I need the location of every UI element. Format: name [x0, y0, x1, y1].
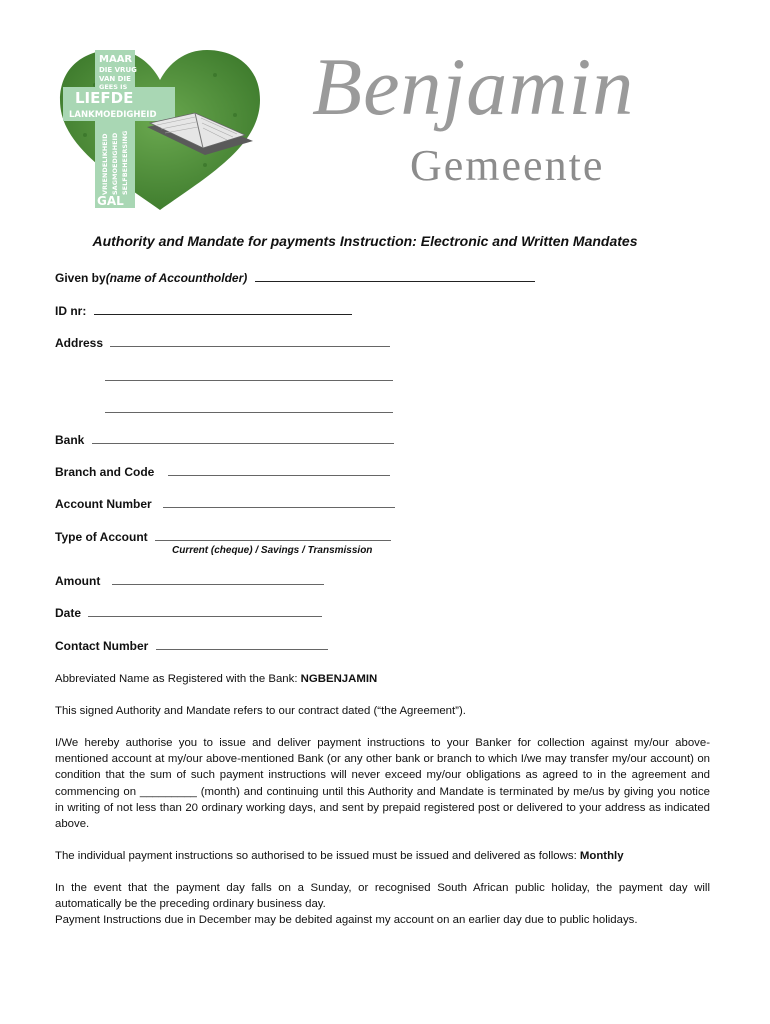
branch-row	[55, 465, 390, 479]
address-line-2-field[interactable]	[105, 370, 393, 381]
bank-field[interactable]	[92, 433, 394, 444]
logo-word-3: VAN DIE	[99, 75, 131, 83]
agreement-reference: This signed Authority and Mandate refers to our contract dated (“the Agreement”).	[55, 705, 466, 717]
contact-row	[55, 639, 328, 653]
document-title: Authority and Mandate for payments Instruction: Electronic and Written Mandates	[92, 233, 638, 249]
abbreviated-name-value: NGBENJAMIN	[300, 673, 378, 685]
holiday-paragraph	[55, 880, 710, 929]
authorisation-paragraph	[55, 735, 710, 832]
frequency-text: The individual payment instructions so authorised to be issued must be issued and delivered as follows:	[55, 850, 580, 862]
date-field[interactable]	[88, 606, 322, 617]
id-row	[55, 304, 352, 318]
given-by-label: Given by	[55, 271, 106, 285]
frequency-value: Monthly	[579, 850, 624, 862]
brand-name: Benjamin	[312, 41, 635, 132]
given-by-hint: (name of Accountholder)	[105, 271, 248, 285]
logo-word-2: DIE VRUG	[99, 66, 137, 74]
date-label: Date	[55, 606, 82, 620]
id-label: ID nr:	[55, 304, 87, 318]
bank-label: Bank	[55, 433, 85, 447]
frequency-line	[55, 848, 710, 864]
account-type-options: Current (cheque) / Savings / Transmission	[172, 545, 373, 556]
logo-word-1: MAAR	[99, 54, 133, 65]
given-by-field[interactable]	[255, 271, 535, 282]
address-row	[55, 336, 390, 350]
type-label: Type of Account	[55, 530, 148, 544]
account-number-label: Account Number	[55, 497, 152, 511]
address-line-3-row	[105, 402, 393, 416]
heart-cross-bible-icon	[55, 45, 265, 215]
amount-field[interactable]	[112, 574, 324, 585]
logo-word-8: VRIENDELIKHEID	[101, 133, 109, 195]
address-line-2-row	[105, 370, 393, 384]
date-row	[55, 606, 322, 620]
id-field[interactable]	[94, 304, 352, 315]
authorisation-text-2: (month) and continuing until this Authority and Mandate is terminated by me/us by giving you notice in writing of not less than 20 ordinary working days, and sent by prepaid registered post or delivered to your address as indicated above.	[55, 785, 710, 831]
address-line-3-field[interactable]	[105, 402, 393, 413]
branch-field[interactable]	[168, 465, 390, 476]
amount-label: Amount	[55, 574, 101, 588]
church-logo	[55, 45, 265, 215]
logo-word-10: SELFBEHEERSING	[121, 130, 129, 195]
branch-label: Branch and Code	[55, 465, 155, 479]
brand-subtitle: Gemeente	[410, 141, 605, 190]
logo-word-4: GEES IS	[99, 83, 128, 91]
type-field[interactable]	[155, 530, 391, 541]
bank-row	[55, 433, 394, 447]
holiday-text-2: Payment Instructions due in December may be debited against my account on an earlier day due to public holidays.	[55, 914, 638, 927]
contact-field[interactable]	[156, 639, 328, 650]
address-label: Address	[55, 336, 104, 350]
holiday-text-1: In the event that the payment day falls on a Sunday, or recognised South African public holiday, the payment day will automatically be the preceding ordinary business day.	[55, 882, 710, 911]
address-line-1-field[interactable]	[110, 336, 390, 347]
account-number-row	[55, 497, 395, 511]
logo-word-6: LANKMOEDIGHEID	[69, 110, 157, 120]
given-by-row	[55, 271, 535, 285]
contact-label: Contact Number	[55, 639, 149, 653]
abbreviated-name-text: Abbreviated Name as Registered with the Bank:	[55, 673, 301, 685]
logo-word-7: GAL	[97, 194, 124, 208]
logo-word-9: SAGMOEDIGHEID	[111, 132, 119, 195]
logo-word-5: LIEFDE	[75, 89, 134, 107]
abbreviated-name-line	[55, 671, 710, 687]
type-row	[55, 530, 391, 544]
account-number-field[interactable]	[163, 497, 395, 508]
commencing-month-blank[interactable]: _________	[139, 785, 197, 798]
authorisation-text-1: I/We hereby authorise you to issue and deliver payment instructions to your Banker for collection against my/our above-mentioned account at my/our above-mentioned Bank (or any other bank or branch to which I/we may transfer my/our account) on condition that the sum of such payment instructions will never exceed my/our obligations as agreed to in the agreement and commencing on	[55, 737, 710, 798]
amount-row	[55, 574, 324, 588]
